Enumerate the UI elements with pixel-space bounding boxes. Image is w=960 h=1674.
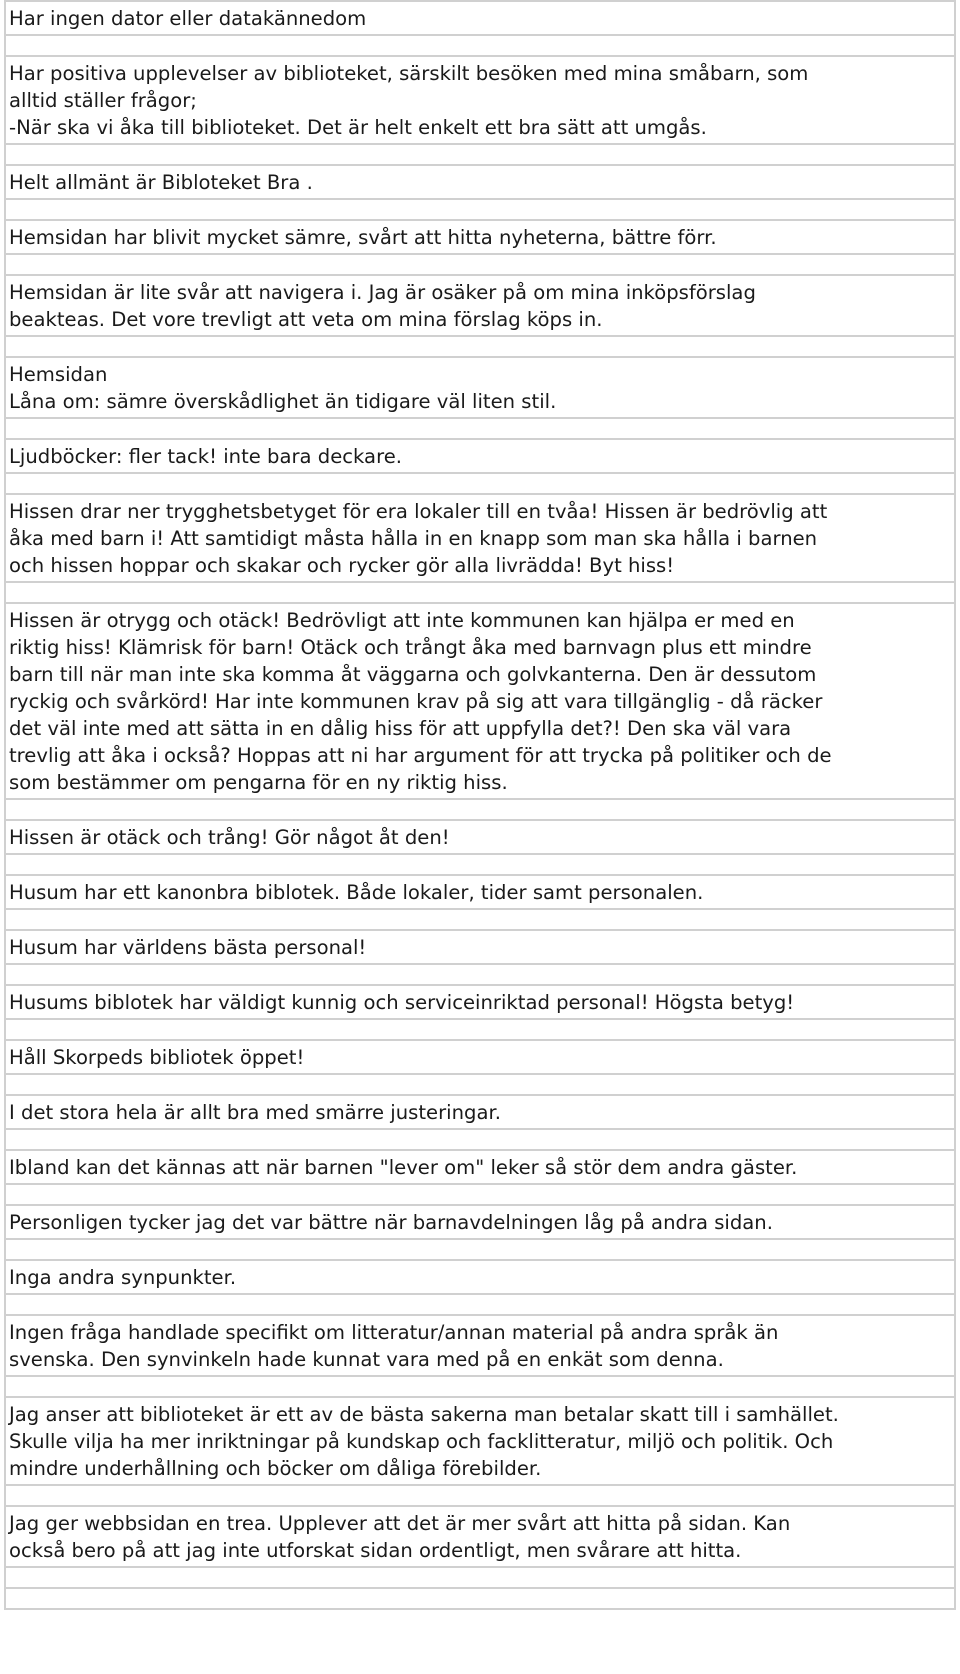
- spacer-row: [5, 1074, 955, 1095]
- response-row: [5, 275, 955, 336]
- response-row: [5, 165, 955, 199]
- spacer-row: [5, 854, 955, 875]
- empty-cell: [5, 254, 955, 275]
- response-row: [5, 1315, 955, 1376]
- empty-cell: [5, 1294, 955, 1315]
- empty-cell: [5, 1074, 955, 1095]
- response-cell: Inga andra synpunkter.: [5, 1260, 955, 1294]
- response-cell: Ingen fråga handlade specifikt om litteratur/annan material på andra språk än svenska. Den synvinkeln hade kunnat vara med på en enkät som denna.: [5, 1315, 955, 1376]
- response-cell: Håll Skorpeds bibliotek öppet!: [5, 1040, 955, 1074]
- response-row: [5, 603, 955, 799]
- response-cell: Jag ger webbsidan en trea. Upplever att det är mer svårt att hitta på sidan. Kan också bero på att jag inte utforskat sidan ordentligt, men svårare att hitta.: [5, 1506, 955, 1567]
- response-row: [5, 439, 955, 473]
- response-row: [5, 930, 955, 964]
- response-cell: Hissen är otäck och trång! Gör något åt den!: [5, 820, 955, 854]
- response-cell: Ibland kan det kännas att när barnen "lever om" leker så stör dem andra gäster.: [5, 1150, 955, 1184]
- response-cell: Hemsidan är lite svår att navigera i. Jag är osäker på om mina inköpsförslag beakteas. Det vore trevligt att veta om mina förslag köps in.: [5, 275, 955, 336]
- spacer-row: [5, 1129, 955, 1150]
- response-cell: Helt allmänt är Bibloteket Bra .: [5, 165, 955, 199]
- response-cell: Husum har ett kanonbra biblotek. Både lokaler, tider samt personalen.: [5, 875, 955, 909]
- empty-cell: [5, 199, 955, 220]
- spacer-row: [5, 1239, 955, 1260]
- empty-cell: [5, 854, 955, 875]
- response-cell: Hemsidan Låna om: sämre överskådlighet än tidigare väl liten stil.: [5, 357, 955, 418]
- spacer-row: [5, 964, 955, 985]
- response-row: [5, 1205, 955, 1239]
- response-cell: Ljudböcker: fler tack! inte bara deckare.: [5, 439, 955, 473]
- empty-cell: [5, 1485, 955, 1506]
- response-row: [5, 1397, 955, 1485]
- response-row: [5, 220, 955, 254]
- response-cell: Har ingen dator eller datakännedom: [5, 1, 955, 35]
- response-row: [5, 1, 955, 35]
- empty-cell: [5, 35, 955, 56]
- empty-cell: [5, 144, 955, 165]
- empty-cell: [5, 1129, 955, 1150]
- spacer-row: [5, 35, 955, 56]
- empty-cell: [5, 1376, 955, 1397]
- spacer-row: [5, 1294, 955, 1315]
- spacer-row: [5, 1184, 955, 1205]
- spacer-row: [5, 1567, 955, 1588]
- response-row: [5, 1506, 955, 1567]
- response-cell: I det stora hela är allt bra med smärre justeringar.: [5, 1095, 955, 1129]
- spacer-row: [5, 144, 955, 165]
- spacer-row: [5, 254, 955, 275]
- response-cell: Har positiva upplevelser av biblioteket, särskilt besöken med mina småbarn, som alltid ställer frågor; -När ska vi åka till biblioteket. Det är helt enkelt ett bra sätt att umgås.: [5, 56, 955, 144]
- response-cell: Husum har världens bästa personal!: [5, 930, 955, 964]
- empty-cell: [5, 1567, 955, 1588]
- response-cell: Personligen tycker jag det var bättre när barnavdelningen låg på andra sidan.: [5, 1205, 955, 1239]
- response-cell: Hissen är otrygg och otäck! Bedrövligt att inte kommunen kan hjälpa er med en riktig hiss! Klämrisk för barn! Otäck och trångt åka med barnvagn plus ett mindre barn till när man inte ska komma åt väggarna och golvkanterna. Den är dessutom ryckig och svårkörd! Har inte kommunen krav på sig att vara tillgänglig - då räcker det väl inte med att sätta in en dålig hiss för att uppfylla det?! Den ska väl vara trevlig att åka i också? Hoppas att ni har argument för att trycka på politiker och de som bestämmer om pengarna för en ny riktig hiss.: [5, 603, 955, 799]
- response-cell: Hissen drar ner trygghetsbetyget för era lokaler till en tvåa! Hissen är bedrövlig att åka med barn i! Att samtidigt måsta hålla in en knapp som man ska hålla i barnen och hissen hoppar och skakar och rycker gör alla livrädda! Byt hiss!: [5, 494, 955, 582]
- response-row: [5, 1040, 955, 1074]
- empty-cell: [5, 1019, 955, 1040]
- response-row: [5, 494, 955, 582]
- empty-cell: [5, 909, 955, 930]
- responses-table: [4, 0, 956, 1610]
- empty-cell: [5, 473, 955, 494]
- response-row: [5, 820, 955, 854]
- spacer-row: [5, 1485, 955, 1506]
- response-cell: Husums biblotek har väldigt kunnig och serviceinriktad personal! Högsta betyg!: [5, 985, 955, 1019]
- response-cell: Hemsidan har blivit mycket sämre, svårt att hitta nyheterna, bättre förr.: [5, 220, 955, 254]
- spacer-row: [5, 1376, 955, 1397]
- response-row: [5, 985, 955, 1019]
- spacer-row: [5, 909, 955, 930]
- empty-cell: [5, 336, 955, 357]
- spacer-row: [5, 582, 955, 603]
- response-row: [5, 56, 955, 144]
- spacer-row: [5, 799, 955, 820]
- response-row: [5, 1260, 955, 1294]
- empty-cell: [5, 582, 955, 603]
- spacer-row: [5, 1588, 955, 1609]
- empty-cell: [5, 1588, 955, 1609]
- spacer-row: [5, 336, 955, 357]
- empty-cell: [5, 799, 955, 820]
- empty-cell: [5, 1184, 955, 1205]
- response-row: [5, 875, 955, 909]
- response-row: [5, 357, 955, 418]
- spacer-row: [5, 199, 955, 220]
- response-row: [5, 1150, 955, 1184]
- empty-cell: [5, 964, 955, 985]
- response-cell: Jag anser att biblioteket är ett av de bästa sakerna man betalar skatt till i samhället. Skulle vilja ha mer inriktningar på kundskap och facklitteratur, miljö och politik. Och mindre underhållning och böcker om dåliga förebilder.: [5, 1397, 955, 1485]
- response-row: [5, 1095, 955, 1129]
- spacer-row: [5, 473, 955, 494]
- empty-cell: [5, 418, 955, 439]
- spacer-row: [5, 1019, 955, 1040]
- empty-cell: [5, 1239, 955, 1260]
- spacer-row: [5, 418, 955, 439]
